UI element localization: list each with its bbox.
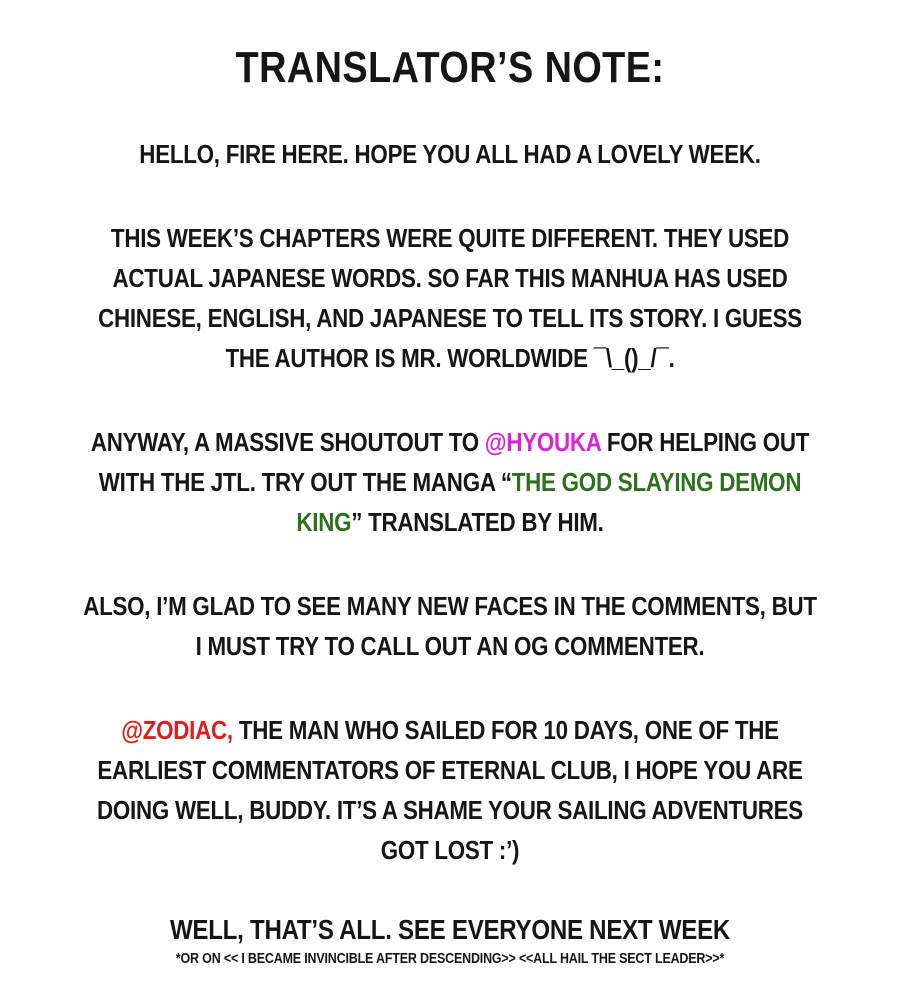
paragraph-zodiac	[80, 710, 820, 870]
page-title: TRANSLATOR’S NOTE:	[235, 43, 665, 92]
translators-note-page	[80, 0, 820, 968]
text-segment: ALSO, I’M GLAD TO SEE MANY NEW FACES IN THE COMMENTS, BUT I MUST TRY TO CALL OUT AN OG COMMENTER.	[83, 591, 817, 661]
text-segment: FOR HELPING OUT WITH THE JTL. TRY OUT THE MANGA “	[98, 427, 810, 497]
paragraph-comments	[80, 586, 820, 666]
mention-hyouka: @HYOUKA	[484, 427, 601, 457]
text-segment: ” TRANSLATED BY HIM.	[351, 507, 604, 537]
text-segment: THIS WEEK’S CHAPTERS WERE QUITE DIFFERENT. THEY USED ACTUAL JAPANESE WORDS. SO FAR THIS MANHUA HAS USED CHINESE, ENGLISH, AND JAPANESE TO TELL ITS STORY. I GUESS THE AUTHOR IS MR. WORLDWIDE ¯\_()_/¯.	[98, 223, 802, 373]
paragraph-chapters	[80, 218, 820, 378]
manga-title: THE GOD SLAYING DEMON KING	[296, 467, 802, 537]
text-segment: THE MAN WHO SAILED FOR 10 DAYS, ONE OF THE EARLIEST COMMENTATORS OF ETERNAL CLUB, I HOPE YOU ARE DOING WELL, BUDDY. IT’S A SHAME YOUR SAILING ADVENTURES GOT LOST :’)	[97, 715, 803, 865]
mention-zodiac: @ZODIAC,	[121, 715, 233, 745]
paragraph-greeting	[80, 134, 820, 174]
closing-line: WELL, THAT’S ALL. SEE EVERYONE NEXT WEEK	[169, 914, 731, 945]
footnote-line: *OR ON << I BECAME INVINCIBLE AFTER DESCENDING>> <<ALL HAIL THE SECT LEADER>>*	[175, 951, 725, 967]
paragraph-shoutout	[80, 422, 820, 542]
text-segment: HELLO, FIRE HERE. HOPE YOU ALL HAD A LOVELY WEEK.	[139, 139, 761, 169]
text-segment: ANYWAY, A MASSIVE SHOUTOUT TO	[90, 427, 485, 457]
